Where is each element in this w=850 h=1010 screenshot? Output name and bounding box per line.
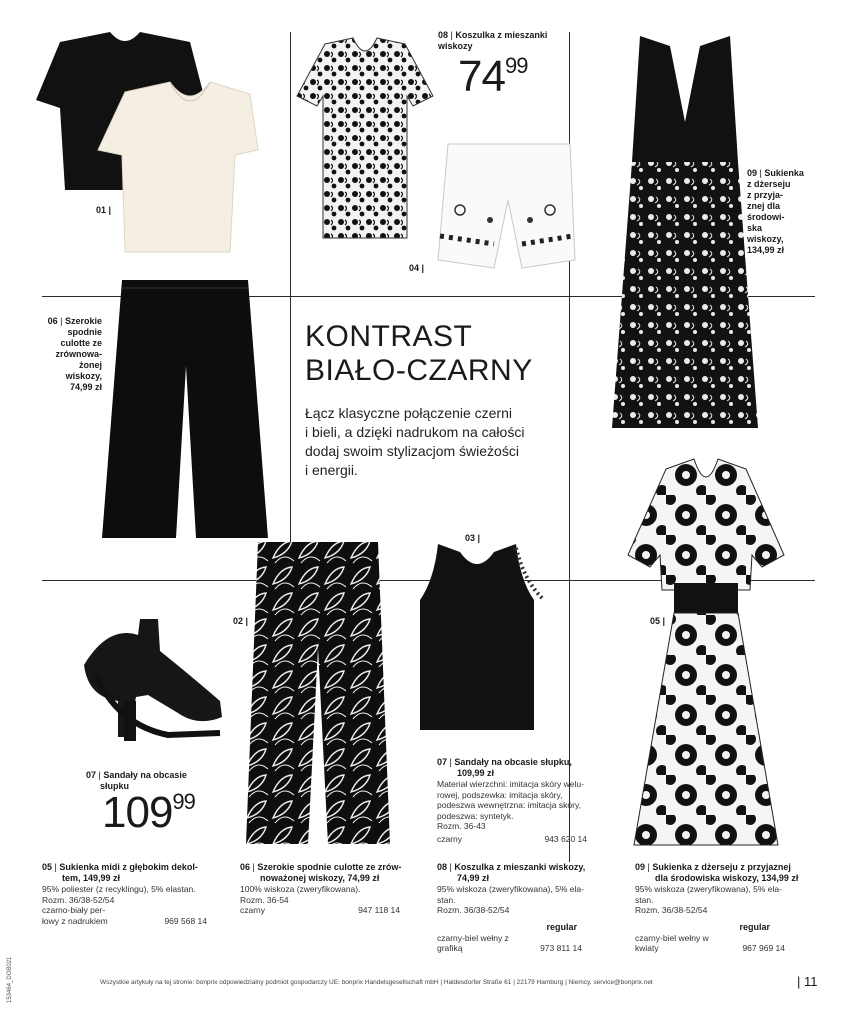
- product-image-printed-trousers: [244, 538, 392, 848]
- marker-05: 05 |: [650, 616, 666, 626]
- spec-08: 08 | Koszulka z mieszanki wiskozy, 74,99 zł 95% wiskoza (zweryfikowana), 5% ela- stan. Rozm. 36/38-52/54 regular czarny-biel wełny z grafiką 973 811 14: [437, 862, 586, 953]
- callout-09: 09 | Sukienka z dżerseju z przyja- znej dla środowi- ska wiskozy, 134,99 zł: [747, 168, 804, 255]
- product-image-sandals: [78, 605, 228, 745]
- product-image-midi-dress: [626, 455, 786, 850]
- marker-01: 01 |: [96, 205, 112, 215]
- spec-05: 05 | Sukienka midi z głębokim dekol- tem, 149,99 zł 95% poliester (z recyklingu), 5% elastan. Rozm. 36/38-52/54 czarno-biały per- łowy z nadrukiem 969 568 14: [42, 862, 207, 926]
- callout-06: 06 | Szerokie spodnie culotte ze zrównowa- żonej wiskozy, 74,99 zł: [47, 316, 102, 392]
- product-image-tees: [30, 30, 240, 255]
- page-number: | 11: [797, 974, 818, 989]
- callout-07: 07 | Sandały na obcasie słupku: [86, 770, 187, 791]
- headline: KONTRAST BIAŁO-CZARNY: [305, 320, 533, 387]
- product-image-culottes: [100, 276, 270, 546]
- callout-08: 08 | Koszulka z mieszanki wiskozy: [438, 30, 548, 51]
- product-image-maxi-dress: [610, 32, 760, 432]
- spec-06: 06 | Szerokie spodnie culotte ze zrów- noważonej wiskozy, 74,99 zł 100% wiskoza (zweryfikowana). Rozm. 36-54 czarny 947 118 14: [240, 862, 402, 915]
- spec-07: 07 | Sandały na obcasie słupku, 109,99 zł Materiał wierzchni: imitacja skóry welu- rowej, podszewka: imitacja skóry, podeszwa wewnętrzna: imitacja skóry, podeszwa: syntetyk. Rozm. 36-43 czarny 943 620 14: [437, 757, 587, 844]
- intro-text: Łącz klasyczne połączenie czerni i bieli, a dzięki nadrukom na całości dodaj swoim stylizacjom świeżości i energii.: [305, 405, 525, 478]
- product-image-sleeveless-top: [410, 540, 545, 735]
- footer-legal: Wszystkie artykuły na tej stronie: bonprix odpowiedzialny podmiot gospodarczy UE: bonprix Handelsgesellschaft mbH | Haldesdorfer Straße 61 | 22179 Hamburg | Niemcy, service@bonprix.net: [100, 979, 653, 986]
- marker-04: 04 |: [409, 263, 425, 273]
- spec-09: 09 | Sukienka z dżerseju z przyjaznej dla środowiska wiskozy, 134,99 zł 95% wiskoza (zweryfikowana), 5% ela- stan. Rozm. 36/38-52/54 regular czarny-biel wełny w kwiaty 967 969 14: [635, 862, 799, 953]
- marker-02: 02 |: [233, 616, 249, 626]
- price-08: 7499: [458, 52, 528, 101]
- price-07: 10999: [102, 788, 195, 837]
- marker-03: 03 |: [465, 533, 481, 543]
- product-image-white-shorts: [430, 140, 580, 290]
- product-image-printed-blouse: [295, 36, 435, 241]
- side-code: 153464_DOB021: [7, 956, 13, 1003]
- vertical-rule-left: [290, 32, 291, 552]
